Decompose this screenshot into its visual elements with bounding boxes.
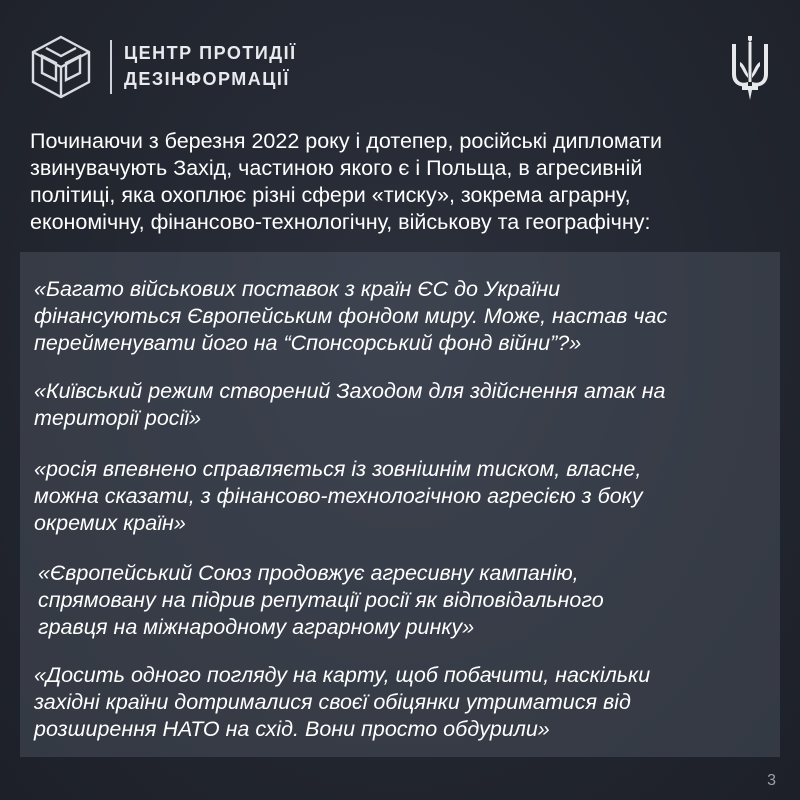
quote-line: гравця на міжнародному аграрному ринку» bbox=[38, 615, 475, 639]
org-name-line-2: ДЕЗІНФОРМАЦІЇ bbox=[124, 69, 290, 89]
quote-line: можна сказати, з фінансово-технологічною агресією з боку bbox=[34, 484, 643, 508]
cpd-cube-logo-icon bbox=[28, 34, 94, 100]
ukraine-trident-icon bbox=[730, 34, 770, 104]
quote-line: «Київський режим створений Заходом для здійснення атак на bbox=[34, 379, 666, 403]
quote-3 bbox=[34, 456, 774, 537]
org-name-line-1: ЦЕНТР ПРОТИДІЇ bbox=[124, 43, 297, 63]
quote-line: перейменувати його на “Спонсорський фонд війни”?» bbox=[34, 331, 582, 355]
quote-line: окремих країн» bbox=[34, 511, 186, 535]
intro-line: Починаючи з березня 2022 року і дотепер, російські дипломати bbox=[30, 129, 663, 153]
quote-4 bbox=[38, 560, 778, 641]
quote-1 bbox=[34, 276, 774, 357]
quote-line: «Європейський Союз продовжує агресивну кампанію, bbox=[38, 561, 579, 585]
quote-2 bbox=[34, 378, 774, 432]
intro-line: економічну, фінансово-технологічну, військову та географічну: bbox=[30, 210, 651, 234]
header-divider bbox=[110, 40, 112, 94]
quote-line: території росії» bbox=[34, 406, 202, 430]
org-name bbox=[124, 40, 297, 92]
quote-line: «Багато військових поставок з країн ЄС до України bbox=[34, 277, 561, 301]
quote-5 bbox=[34, 662, 774, 743]
quote-line: «Досить одного погляду на карту, щоб побачити, наскільки bbox=[34, 663, 651, 687]
intro-line: звинувачують Захід, частиною якого є і Польща, в агресивній bbox=[30, 156, 643, 180]
quote-line: розширення НАТО на схід. Вони просто обдурили» bbox=[34, 717, 550, 741]
quote-line: «росія впевнено справляється із зовнішнім тиском, власне, bbox=[34, 457, 642, 481]
quote-line: західні країни дотрималися своєї обіцянки утриматися від bbox=[34, 690, 631, 714]
quote-line: спрямовану на підрив репутації росії як відповідального bbox=[38, 588, 604, 612]
header bbox=[28, 34, 772, 114]
intro-line: політиці, яка охоплює різні сфери «тиску», зокрема аграрну, bbox=[30, 183, 631, 207]
intro-paragraph bbox=[30, 128, 775, 236]
quote-line: фінансуються Європейським фондом миру. Може, настав час bbox=[34, 304, 668, 328]
quotes-panel bbox=[20, 252, 780, 757]
page-number: 3 bbox=[767, 772, 776, 789]
